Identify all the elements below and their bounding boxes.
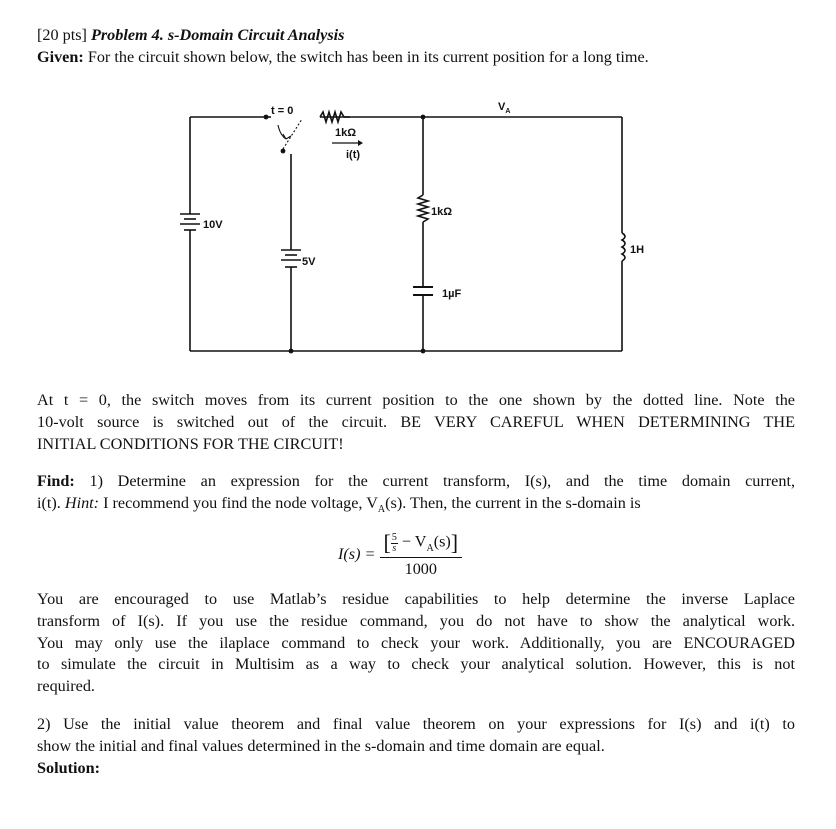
paragraph2-line: to simulate the circuit in Multisim as a way to check your analytical solution. However, this is not (37, 655, 795, 674)
paragraph1-line: INITIAL CONDITIONS FOR THE CIRCUIT! (37, 434, 344, 453)
switch-label: t = 0 (271, 105, 294, 117)
find-line2-b: I recommend you find the node voltage, V (103, 493, 378, 512)
find-section (37, 471, 795, 521)
given-label: Given: (37, 48, 84, 66)
current-arrowhead (358, 140, 363, 146)
equation-fraction (380, 530, 463, 579)
source-5v-label: 5V (302, 256, 316, 268)
find-line2-c: (s). Then, the current in the s-domain is (385, 493, 641, 512)
part2-line: 2) Use the initial value theorem and final value theorem on your expressions for I(s) and i(t) to (37, 715, 795, 733)
node-label (498, 101, 510, 115)
equation-num-tail: (s) (433, 532, 451, 551)
find-label: Find: (37, 472, 75, 490)
equation-denominator: 1000 (404, 560, 437, 578)
switch-contact-dot (281, 149, 286, 154)
junction-dot-bottom-mid (421, 349, 426, 354)
find-line-2 (37, 493, 795, 521)
source-10v-label: 10V (203, 219, 223, 231)
paragraph2-line: required. (37, 677, 95, 696)
matlab-guidance (37, 589, 795, 698)
paragraph1-line: At t = 0, the switch moves from its current position to the one shown by the dotted line. Note the (37, 391, 795, 409)
paragraph2-line: You may only use the ilaplace command to check your work. Additionally, you are ENCOURAGED (37, 633, 795, 652)
part2-line: show the initial and final values determined in the s-domain and time domain are equal. (37, 736, 605, 755)
switch-dotted-blade (283, 119, 302, 149)
junction-dot-top (421, 115, 426, 120)
current-equation (338, 530, 462, 579)
paragraph2-line: You are encouraged to use Matlab’s residue capabilities to help determine the inverse Laplace (37, 590, 795, 608)
inductor (622, 233, 625, 261)
part2-section (37, 714, 795, 779)
find-line-1 (37, 471, 795, 493)
resistor-mid (418, 195, 428, 222)
equation-num-sub: A (426, 542, 434, 554)
resistor-top-label: 1kΩ (335, 127, 357, 139)
problem-title: Problem 4. s-Domain Circuit Analysis (90, 26, 345, 44)
problem-header (37, 26, 344, 45)
find-hint-label: Hint: (64, 493, 100, 512)
resistor-mid-label: 1kΩ (431, 206, 453, 218)
equation-small-den: s (392, 542, 397, 554)
given-text: For the circuit shown below, the switch has been in its current position for a long time. (87, 48, 649, 66)
equation-lhs: I(s) = (338, 545, 376, 563)
circuit-diagram (170, 92, 650, 364)
given-line (37, 48, 649, 67)
inductor-label: 1H (630, 244, 645, 256)
junction-dot-bottom-left (289, 349, 294, 354)
current-label: i(t) (346, 149, 361, 161)
switch-pivot-dot (264, 115, 269, 120)
node-label-sub: A (505, 108, 511, 115)
switch-description (37, 390, 795, 455)
equation-small-fraction (391, 533, 398, 554)
problem-points: [20 pts] (37, 26, 87, 44)
paragraph2-line: transform of I(s). If you use the residue command, you do not have to show the analytical work. (37, 611, 795, 630)
node-label-main: V (498, 101, 506, 113)
find-line1-text: 1) Determine an expression for the current transform, I(s), and the time domain current, (89, 472, 795, 490)
find-line2-a: i(t). (37, 493, 61, 512)
equation-num-rest: − V (401, 532, 427, 551)
capacitor-label: 1µF (442, 288, 462, 300)
equation-numerator: [ $\frac{5}{s}$ − $V_A(s)$] (380, 530, 463, 558)
solution-label: Solution: (37, 758, 100, 777)
find-line2-sub: A (377, 504, 386, 516)
paragraph1-line: 10-volt source is switched out of the circuit. BE VERY CAREFUL WHEN DETERMINING THE (37, 412, 795, 431)
equation-small-num: 5 (391, 531, 397, 543)
